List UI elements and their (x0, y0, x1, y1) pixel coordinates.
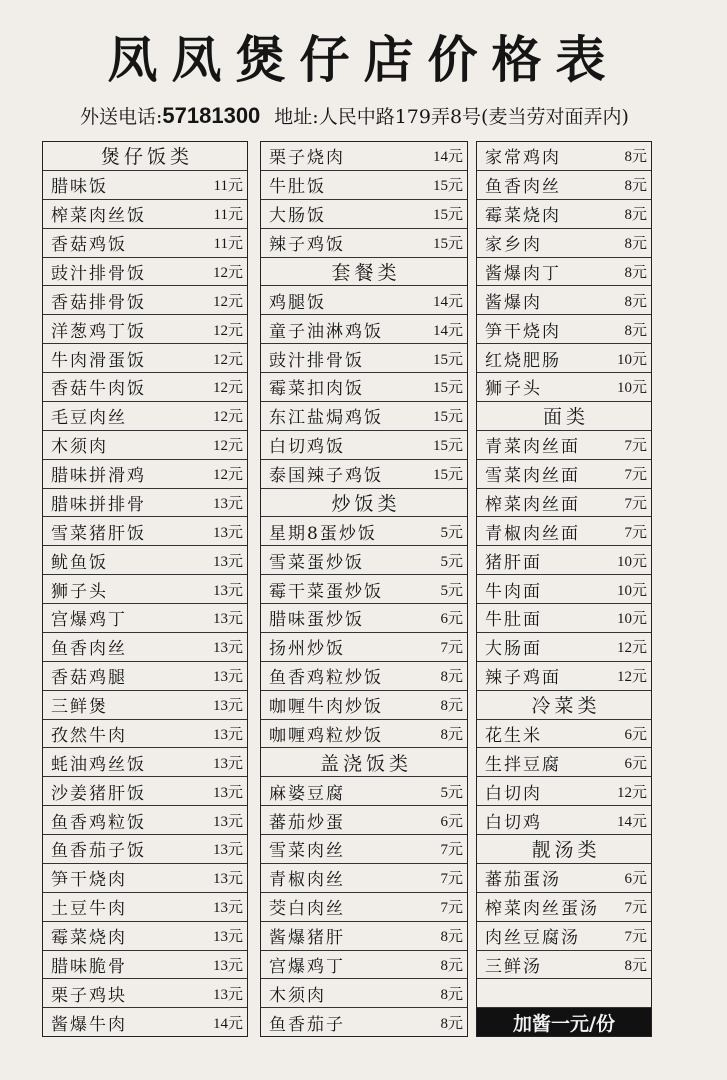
menu-item (261, 402, 467, 431)
menu-item (43, 604, 247, 633)
dish-name: 扬州炒饭 (269, 639, 345, 660)
menu-item (43, 720, 247, 749)
dish-price: 6元 (440, 813, 463, 830)
menu-item (477, 460, 651, 489)
dish-price: 8元 (440, 986, 463, 1003)
dish-price: 6元 (624, 726, 647, 743)
dish-price: 10元 (616, 611, 647, 628)
dish-price: 8元 (440, 669, 463, 686)
dish-price: 7元 (440, 871, 463, 888)
menu-item (261, 922, 467, 951)
menu-item (477, 229, 651, 258)
menu-item (43, 835, 247, 864)
dish-price: 8元 (440, 1015, 463, 1032)
menu-item (261, 951, 467, 980)
menu-item (477, 344, 651, 373)
dish-price: 12元 (212, 351, 243, 368)
dish-price: 13元 (212, 582, 243, 599)
menu-item (477, 777, 651, 806)
dish-name: 腊味拼滑鸡 (51, 466, 146, 487)
empty-row (477, 979, 651, 1008)
dish-name: 肉丝豆腐汤 (485, 928, 580, 949)
menu-item (477, 517, 651, 546)
dish-price: 13元 (212, 784, 243, 801)
dish-name: 牛肚饭 (269, 177, 326, 198)
dish-price: 10元 (616, 582, 647, 599)
dish-name: 童子油淋鸡饭 (269, 321, 383, 342)
dish-price: 15元 (432, 351, 463, 368)
menu-item (261, 142, 467, 171)
dish-name: 家常鸡肉 (485, 148, 561, 169)
dish-name: 东江盐焗鸡饭 (269, 408, 383, 429)
dish-name: 青椒肉丝 (269, 870, 345, 891)
dish-price: 15元 (432, 380, 463, 397)
menu-item (43, 777, 247, 806)
dish-name: 腊味蛋炒饭 (269, 610, 364, 631)
dish-price: 13元 (212, 957, 243, 974)
category-name: 冷菜类 (531, 695, 601, 718)
menu-item (43, 951, 247, 980)
dish-name: 大肠面 (485, 639, 542, 660)
menu-item (43, 489, 247, 518)
menu-item (43, 662, 247, 691)
menu-item (477, 258, 651, 287)
menu-item (261, 229, 467, 258)
menu-item (477, 864, 651, 893)
dish-price: 15元 (432, 207, 463, 224)
menu-item (477, 951, 651, 980)
dish-name: 榨菜肉丝饭 (51, 206, 146, 227)
category-header (477, 691, 651, 720)
dish-price: 13元 (212, 929, 243, 946)
menu-item (477, 662, 651, 691)
dish-name: 香菇牛肉饭 (51, 379, 146, 400)
menu-column-2 (260, 141, 468, 1037)
dish-name: 咖喱鸡粒炒饭 (269, 725, 383, 746)
menu-item (43, 691, 247, 720)
menu-item (43, 171, 247, 200)
dish-price: 12元 (212, 409, 243, 426)
dish-price: 7元 (624, 467, 647, 484)
category-header (261, 489, 467, 518)
dish-name: 豉汁排骨饭 (269, 350, 364, 371)
dish-name: 霉菜烧肉 (485, 206, 561, 227)
menu-item (43, 460, 247, 489)
menu-item (43, 1008, 247, 1036)
menu-item (43, 286, 247, 315)
dish-name: 雪菜猪肝饭 (51, 523, 146, 544)
category-name: 靓汤类 (531, 839, 601, 862)
category-name: 盖浇饭类 (319, 752, 412, 775)
note-text: 加酱一元/份 (513, 1012, 615, 1035)
menu-item (261, 806, 467, 835)
dish-name: 栗子鸡块 (51, 985, 127, 1006)
dish-name: 酱爆肉 (485, 292, 542, 313)
menu-item (261, 893, 467, 922)
dish-price: 12元 (212, 293, 243, 310)
category-name: 面类 (542, 406, 589, 429)
dish-name: 白切鸡饭 (269, 437, 345, 458)
dish-name: 三鲜汤 (485, 956, 542, 977)
dish-price: 14元 (616, 813, 647, 830)
dish-name: 红烧肥肠 (485, 350, 561, 371)
dish-name: 酱爆牛肉 (51, 1014, 127, 1035)
menu-item (43, 315, 247, 344)
dish-price: 12元 (212, 322, 243, 339)
menu-item (43, 373, 247, 402)
dish-name: 鱼香肉丝 (51, 639, 127, 660)
dish-name: 蕃茄蛋汤 (485, 870, 561, 891)
dish-price: 13元 (212, 553, 243, 570)
dish-name: 鱼香茄子 (269, 1014, 345, 1035)
dish-name: 孜然牛肉 (51, 725, 127, 746)
dish-name: 香菇排骨饭 (51, 292, 146, 313)
dish-price: 13元 (212, 640, 243, 657)
menu-item (477, 806, 651, 835)
dish-name: 蚝油鸡丝饭 (51, 754, 146, 775)
menu-item (477, 546, 651, 575)
dish-price: 13元 (212, 524, 243, 541)
menu-item (477, 720, 651, 749)
dish-name: 白切肉 (485, 783, 542, 804)
dish-name: 辣子鸡面 (485, 668, 561, 689)
dish-name: 鱼香鸡粒炒饭 (269, 668, 383, 689)
menu-item (477, 575, 651, 604)
dish-price: 13元 (212, 755, 243, 772)
dish-price: 10元 (616, 351, 647, 368)
menu-item (261, 546, 467, 575)
dish-price: 8元 (624, 236, 647, 253)
dish-name: 酱爆肉丁 (485, 263, 561, 284)
phone-number: 57181300 (162, 103, 261, 128)
dish-name: 毛豆肉丝 (51, 408, 127, 429)
menu-item (261, 575, 467, 604)
menu-item (43, 431, 247, 460)
dish-price: 6元 (440, 611, 463, 628)
dish-name: 腊味饭 (51, 177, 108, 198)
menu-item (477, 142, 651, 171)
dish-name: 狮子头 (485, 379, 542, 400)
dish-name: 鱼香肉丝 (485, 177, 561, 198)
phone-label: 外送电话: (80, 106, 163, 128)
dish-name: 雪菜肉丝 (269, 841, 345, 862)
dish-name: 霉菜烧肉 (51, 928, 127, 949)
menu-item (477, 633, 651, 662)
dish-price: 10元 (616, 553, 647, 570)
dish-price: 11元 (213, 236, 243, 253)
dish-price: 14元 (432, 149, 463, 166)
dish-name: 宫爆鸡丁 (269, 956, 345, 977)
dish-price: 7元 (624, 495, 647, 512)
dish-price: 7元 (624, 524, 647, 541)
dish-price: 15元 (432, 409, 463, 426)
dish-name: 香菇鸡饭 (51, 235, 127, 256)
dish-price: 15元 (432, 467, 463, 484)
menu-item (43, 979, 247, 1008)
menu-item (43, 517, 247, 546)
dish-price: 7元 (624, 900, 647, 917)
menu-item (43, 546, 247, 575)
dish-price: 5元 (440, 524, 463, 541)
dish-price: 14元 (212, 1015, 243, 1032)
dish-price: 13元 (212, 813, 243, 830)
menu-item (261, 171, 467, 200)
menu-item (43, 633, 247, 662)
dish-name: 蕃茄炒蛋 (269, 812, 345, 833)
dish-price: 8元 (624, 957, 647, 974)
address: 地址:人民中路179弄8号(麦当劳对面弄内) (274, 106, 629, 128)
dish-price: 13元 (212, 495, 243, 512)
category-header (43, 142, 247, 171)
menu-item (43, 806, 247, 835)
dish-name: 雪菜肉丝面 (485, 466, 580, 487)
menu-item (477, 922, 651, 951)
dish-name: 鱼香鸡粒饭 (51, 812, 146, 833)
dish-name: 木须肉 (269, 985, 326, 1006)
category-name: 煲仔饭类 (100, 146, 193, 169)
menu-item (43, 200, 247, 229)
menu-item (261, 200, 467, 229)
dish-name: 狮子头 (51, 581, 108, 602)
menu-item (261, 431, 467, 460)
menu-item (477, 431, 651, 460)
menu-item (261, 373, 467, 402)
dish-name: 鱼香茄子饭 (51, 841, 146, 862)
dish-price: 8元 (624, 207, 647, 224)
dish-name: 豉汁排骨饭 (51, 263, 146, 284)
dish-price: 15元 (432, 236, 463, 253)
category-header (477, 835, 651, 864)
menu-item (261, 691, 467, 720)
dish-price: 8元 (624, 264, 647, 281)
dish-name: 青菜肉丝面 (485, 437, 580, 458)
dish-price: 10元 (616, 380, 647, 397)
menu-item (261, 662, 467, 691)
menu-item (43, 864, 247, 893)
dish-name: 腊味脆骨 (51, 956, 127, 977)
menu-item (261, 315, 467, 344)
dish-name: 三鲜煲 (51, 697, 108, 718)
dish-name: 咖喱牛肉炒饭 (269, 697, 383, 718)
menu-item (261, 633, 467, 662)
dish-name: 星期8蛋炒饭 (269, 523, 377, 544)
menu-title: 凤凤煲仔店价格表 (107, 30, 620, 89)
menu-item (43, 258, 247, 287)
dish-price: 7元 (624, 438, 647, 455)
menu-item (261, 517, 467, 546)
dish-price: 6元 (624, 755, 647, 772)
dish-price: 15元 (432, 178, 463, 195)
dish-name: 猪肝面 (485, 552, 542, 573)
dish-name: 笋干烧肉 (51, 870, 127, 891)
dish-name: 榨菜肉丝面 (485, 494, 580, 515)
dish-name: 笋干烧肉 (485, 321, 561, 342)
dish-name: 沙姜猪肝饭 (51, 783, 146, 804)
dish-price: 7元 (440, 842, 463, 859)
dish-name: 宫爆鸡丁 (51, 610, 127, 631)
dish-price: 7元 (440, 900, 463, 917)
dish-price: 7元 (624, 929, 647, 946)
dish-price: 13元 (212, 986, 243, 1003)
dish-price: 13元 (212, 611, 243, 628)
dish-name: 鱿鱼饭 (51, 552, 108, 573)
menu-column-1 (42, 141, 248, 1037)
dish-name: 家乡肉 (485, 235, 542, 256)
dish-price: 11元 (213, 207, 243, 224)
dish-name: 霉菜扣肉饭 (269, 379, 364, 400)
dish-price: 14元 (432, 322, 463, 339)
dish-name: 酱爆猪肝 (269, 928, 345, 949)
category-header (477, 402, 651, 431)
dish-price: 13元 (212, 871, 243, 888)
dish-name: 香菇鸡腿 (51, 668, 127, 689)
menu-item (43, 575, 247, 604)
dish-name: 花生米 (485, 725, 542, 746)
menu-item (43, 748, 247, 777)
dish-name: 雪菜蛋炒饭 (269, 552, 364, 573)
dish-price: 5元 (440, 582, 463, 599)
menu-item (261, 777, 467, 806)
menu-item (477, 373, 651, 402)
menu-item (261, 979, 467, 1008)
dish-price: 8元 (624, 149, 647, 166)
dish-price: 8元 (624, 293, 647, 310)
menu-item (43, 922, 247, 951)
dish-price: 14元 (432, 293, 463, 310)
menu-item (261, 286, 467, 315)
dish-price: 12元 (616, 640, 647, 657)
dish-price: 5元 (440, 553, 463, 570)
dish-price: 7元 (440, 640, 463, 657)
category-header (261, 258, 467, 287)
sauce-surcharge-note (477, 1008, 651, 1036)
dish-price: 8元 (624, 178, 647, 195)
dish-price: 6元 (624, 871, 647, 888)
dish-name: 大肠饭 (269, 206, 326, 227)
menu-item (477, 286, 651, 315)
dish-price: 13元 (212, 698, 243, 715)
dish-name: 青椒肉丝面 (485, 523, 580, 544)
dish-price: 12元 (212, 467, 243, 484)
dish-name: 霉干菜蛋炒饭 (269, 581, 383, 602)
dish-name: 辣子鸡饭 (269, 235, 345, 256)
dish-name: 麻婆豆腐 (269, 783, 345, 804)
category-name: 套餐类 (331, 261, 401, 284)
dish-price: 12元 (616, 784, 647, 801)
dish-price: 8元 (440, 726, 463, 743)
menu-item (261, 835, 467, 864)
dish-name: 洋葱鸡丁饭 (51, 321, 146, 342)
menu-item (261, 344, 467, 373)
dish-name: 土豆牛肉 (51, 899, 127, 920)
menu-item (477, 200, 651, 229)
dish-price: 13元 (212, 669, 243, 686)
dish-price: 12元 (212, 264, 243, 281)
menu-item (477, 489, 651, 518)
menu-item (43, 229, 247, 258)
dish-name: 腊味拼排骨 (51, 494, 146, 515)
dish-price: 8元 (440, 957, 463, 974)
dish-price: 5元 (440, 784, 463, 801)
dish-name: 牛肚面 (485, 610, 542, 631)
contact-info (80, 102, 720, 131)
menu-item (261, 1008, 467, 1036)
menu-item (43, 402, 247, 431)
dish-price: 13元 (212, 726, 243, 743)
dish-price: 8元 (624, 322, 647, 339)
dish-name: 木须肉 (51, 437, 108, 458)
menu-item (261, 864, 467, 893)
menu-column-3 (476, 141, 652, 1037)
dish-price: 8元 (440, 698, 463, 715)
menu-item (477, 893, 651, 922)
category-name: 炒饭类 (331, 492, 401, 515)
menu-item (43, 893, 247, 922)
dish-price: 12元 (212, 380, 243, 397)
category-header (261, 748, 467, 777)
menu-item (261, 720, 467, 749)
dish-price: 12元 (212, 438, 243, 455)
dish-price: 8元 (440, 929, 463, 946)
dish-name: 白切鸡 (485, 812, 542, 833)
dish-price: 15元 (432, 438, 463, 455)
menu-item (477, 315, 651, 344)
dish-name: 生拌豆腐 (485, 754, 561, 775)
menu-item (43, 344, 247, 373)
menu-item (261, 460, 467, 489)
menu-item (261, 604, 467, 633)
dish-name: 泰国辣子鸡饭 (269, 466, 383, 487)
dish-price: 13元 (212, 842, 243, 859)
dish-name: 牛肉面 (485, 581, 542, 602)
dish-name: 榨菜肉丝蛋汤 (485, 899, 599, 920)
dish-price: 12元 (616, 669, 647, 686)
menu-item (477, 171, 651, 200)
dish-name: 栗子烧肉 (269, 148, 345, 169)
dish-name: 鸡腿饭 (269, 292, 326, 313)
dish-name: 茭白肉丝 (269, 899, 345, 920)
dish-name: 牛肉滑蛋饭 (51, 350, 146, 371)
dish-price: 11元 (213, 178, 243, 195)
dish-price: 13元 (212, 900, 243, 917)
menu-item (477, 604, 651, 633)
menu-item (477, 748, 651, 777)
